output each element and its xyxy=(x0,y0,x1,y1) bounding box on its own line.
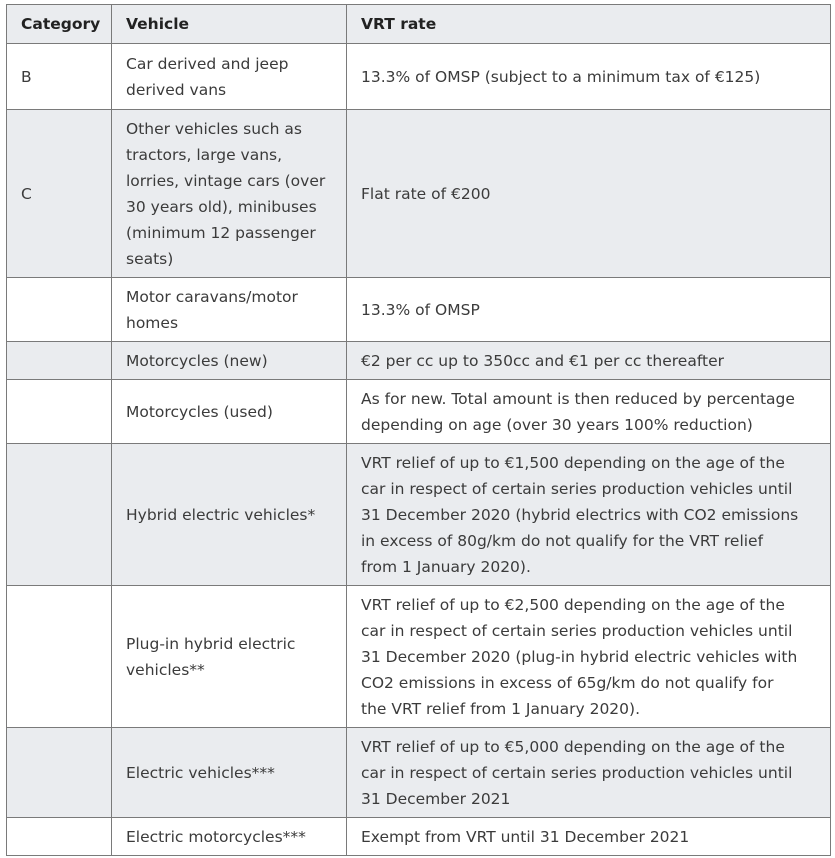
table-row xyxy=(7,110,831,278)
table-row xyxy=(7,586,831,728)
vehicle-cell: Electric vehicles*** xyxy=(112,728,347,818)
category-cell xyxy=(7,380,112,444)
category-cell xyxy=(7,586,112,728)
table-row xyxy=(7,444,831,586)
vrt-rate-cell: VRT relief of up to €1,500 depending on the age of the car in respect of certain series production vehicles until 31 December 2020 (hybrid electrics with CO2 emissions in excess of 80g/km do not qualify for the VRT relief from 1 January 2020). xyxy=(347,444,831,586)
vrt-rate-cell: 13.3% of OMSP (subject to a minimum tax of €125) xyxy=(347,44,831,110)
vehicle-cell: Hybrid electric vehicles* xyxy=(112,444,347,586)
vehicle-cell: Motor caravans/motor homes xyxy=(112,278,347,342)
vehicle-cell: Plug-in hybrid electric vehicles** xyxy=(112,586,347,728)
header-category: Category xyxy=(7,5,112,44)
category-cell: C xyxy=(7,110,112,278)
table-header-row xyxy=(7,5,831,44)
header-vrt-rate: VRT rate xyxy=(347,5,831,44)
category-cell: B xyxy=(7,44,112,110)
vrt-rate-cell: VRT relief of up to €5,000 depending on the age of the car in respect of certain series production vehicles until 31 December 2021 xyxy=(347,728,831,818)
header-vehicle: Vehicle xyxy=(112,5,347,44)
table-row xyxy=(7,818,831,856)
vrt-rate-cell: 13.3% of OMSP xyxy=(347,278,831,342)
vehicle-cell: Car derived and jeep derived vans xyxy=(112,44,347,110)
vrt-rate-cell: VRT relief of up to €2,500 depending on the age of the car in respect of certain series production vehicles until 31 December 2020 (plug-in hybrid electric vehicles with CO2 emissions in excess of 65g/km do not qualify for the VRT relief from 1 January 2020). xyxy=(347,586,831,728)
vehicle-cell: Electric motorcycles*** xyxy=(112,818,347,856)
table-row xyxy=(7,342,831,380)
category-cell xyxy=(7,342,112,380)
table-row xyxy=(7,44,831,110)
vrt-rate-cell: As for new. Total amount is then reduced by percentage depending on age (over 30 years 100% reduction) xyxy=(347,380,831,444)
vrt-rate-cell: Exempt from VRT until 31 December 2021 xyxy=(347,818,831,856)
category-cell xyxy=(7,444,112,586)
vehicle-cell: Other vehicles such as tractors, large vans, lorries, vintage cars (over 30 years old), minibuses (minimum 12 passenger seats) xyxy=(112,110,347,278)
category-cell xyxy=(7,278,112,342)
table-row xyxy=(7,278,831,342)
table-row xyxy=(7,380,831,444)
table-row xyxy=(7,728,831,818)
vrt-rates-table xyxy=(6,4,831,856)
vrt-rate-cell: Flat rate of €200 xyxy=(347,110,831,278)
vrt-rate-cell: €2 per cc up to 350cc and €1 per cc thereafter xyxy=(347,342,831,380)
category-cell xyxy=(7,818,112,856)
category-cell xyxy=(7,728,112,818)
vehicle-cell: Motorcycles (used) xyxy=(112,380,347,444)
vehicle-cell: Motorcycles (new) xyxy=(112,342,347,380)
